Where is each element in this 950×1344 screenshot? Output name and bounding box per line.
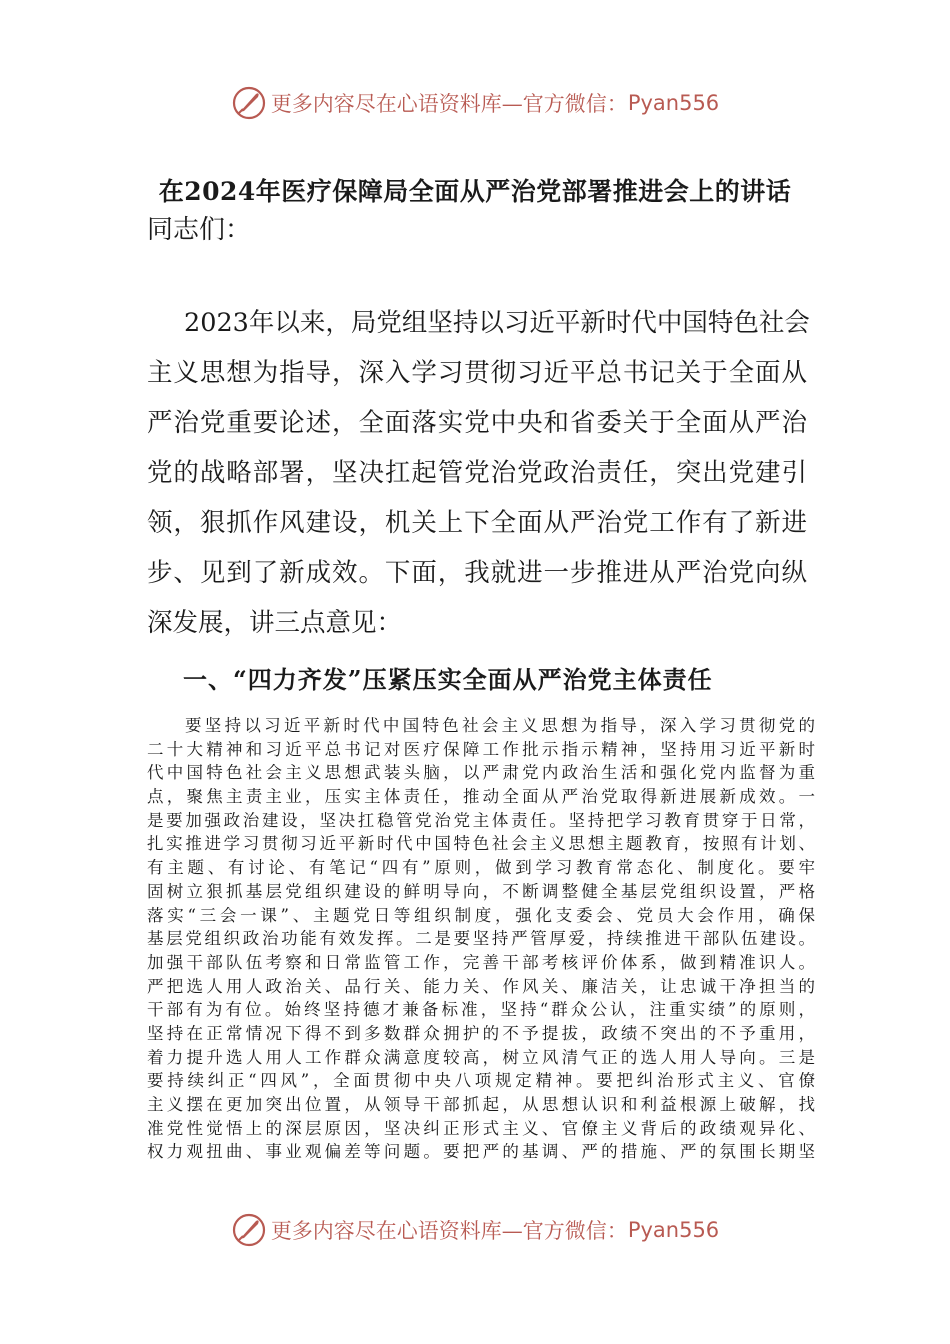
body-line: 代中国特色社会主义思想武装头脑，以严肃党内政治生活和强化党内监督为重	[147, 763, 815, 783]
body-line: 点，聚焦主责主业，压实主体责任，推动全面从严治党取得新进展新成效。一	[147, 787, 815, 807]
body-line: 扎实推进学习贯彻习近平新时代中国特色社会主义思想主题教育，按照有计划、	[147, 834, 815, 854]
body-line: 坚持在正常情况下得不到多数群众拥护的不予提拔，政绩不突出的不予重用，	[147, 1023, 815, 1043]
intro-line: 领，狠抓作风建设，机关上下全面从严治党工作有了新进	[147, 508, 807, 538]
body-line: 准党性觉悟上的深层原因，坚决纠正形式主义、官僚主义背后的政绩观异化、	[147, 1118, 815, 1138]
body-line: 基层党组织政治功能有效发挥。二是要坚持严管厚爱，持续推进干部队伍建设。	[147, 929, 815, 949]
banner-wechat-id: Pyan556	[627, 91, 720, 115]
body-line: 有主题、有讨论、有笔记“四有”原则，做到学习教育常态化、制度化。要牢	[147, 858, 815, 878]
body-line: 要坚持以习近平新时代中国特色社会主义思想为指导，深入学习贯彻党的	[185, 716, 815, 735]
intro-paragraph	[147, 298, 810, 648]
document-title: 在2024年医疗保障局全面从严治党部署推进会上的讲话	[158, 177, 792, 206]
quill-pen-icon	[231, 85, 267, 121]
footer-watermark-banner	[0, 1208, 950, 1252]
quill-pen-icon	[231, 1212, 267, 1248]
banner-wechat-id: Pyan556	[627, 1218, 720, 1242]
body-line: 落实“三会一课”、主题党日等组织制度，强化支委会、党员大会作用，确保	[147, 905, 815, 925]
body-line: 要持续纠正“四风”，全面贯彻中央八项规定精神。要把纠治形式主义、官僚	[147, 1071, 815, 1091]
intro-line: 党的战略部署，坚决扛起管党治党政治责任，突出党建引	[147, 458, 807, 488]
body-line: 主义摆在更加突出位置，从领导干部抓起，从思想认识和利益根源上破解，找	[147, 1095, 815, 1114]
header-watermark-banner	[0, 81, 950, 125]
intro-line: 2023年以来，局党组坚持以习近平新时代中国特色社会	[184, 308, 810, 338]
intro-line: 步、见到了新成效。下面，我就进一步推进从严治党向纵	[147, 558, 807, 588]
body-line: 严把选人用人政治关、品行关、能力关、作风关、廉洁关，让忠诚干净担当的	[147, 976, 815, 996]
body-line: 固树立狠抓基层党组织建设的鲜明导向，不断调整健全基层党组织设置，严格	[147, 881, 815, 901]
body-paragraph	[147, 714, 815, 1164]
body-line: 是要加强政治建设，坚决扛稳管党治党主体责任。坚持把学习教育贯穿于日常，	[147, 810, 815, 830]
intro-line: 严治党重要论述，全面落实党中央和省委关于全面从严治	[147, 408, 807, 438]
greeting: 同志们：	[147, 215, 252, 245]
body-line: 权力观扭曲、事业观偏差等问题。要把严的基调、严的措施、严的氛围长期坚	[147, 1142, 815, 1162]
banner-text: 更多内容尽在心语资料库—官方微信：	[270, 1219, 628, 1243]
body-line: 着力提升选人用人工作群众满意度较高，树立风清气正的选人用人导向。三是	[147, 1047, 815, 1067]
body-line: 干部有为有位。始终坚持德才兼备标准，坚持“群众公认，注重实绩”的原则，	[147, 1000, 815, 1020]
banner-text: 更多内容尽在心语资料库—官方微信：	[270, 92, 628, 116]
body-line: 二十大精神和习近平总书记对医疗保障工作批示指示精神，坚持用习近平新时	[147, 739, 815, 759]
intro-line: 主义思想为指导，深入学习贯彻习近平总书记关于全面从	[147, 358, 807, 388]
section-heading: 一、“四力齐发”压紧压实全面从严治党主体责任	[183, 665, 713, 694]
intro-line: 深发展，讲三点意见：	[147, 608, 403, 638]
body-line: 加强干部队伍考察和日常监管工作，完善干部考核评价体系，做到精准识人。	[147, 952, 815, 972]
